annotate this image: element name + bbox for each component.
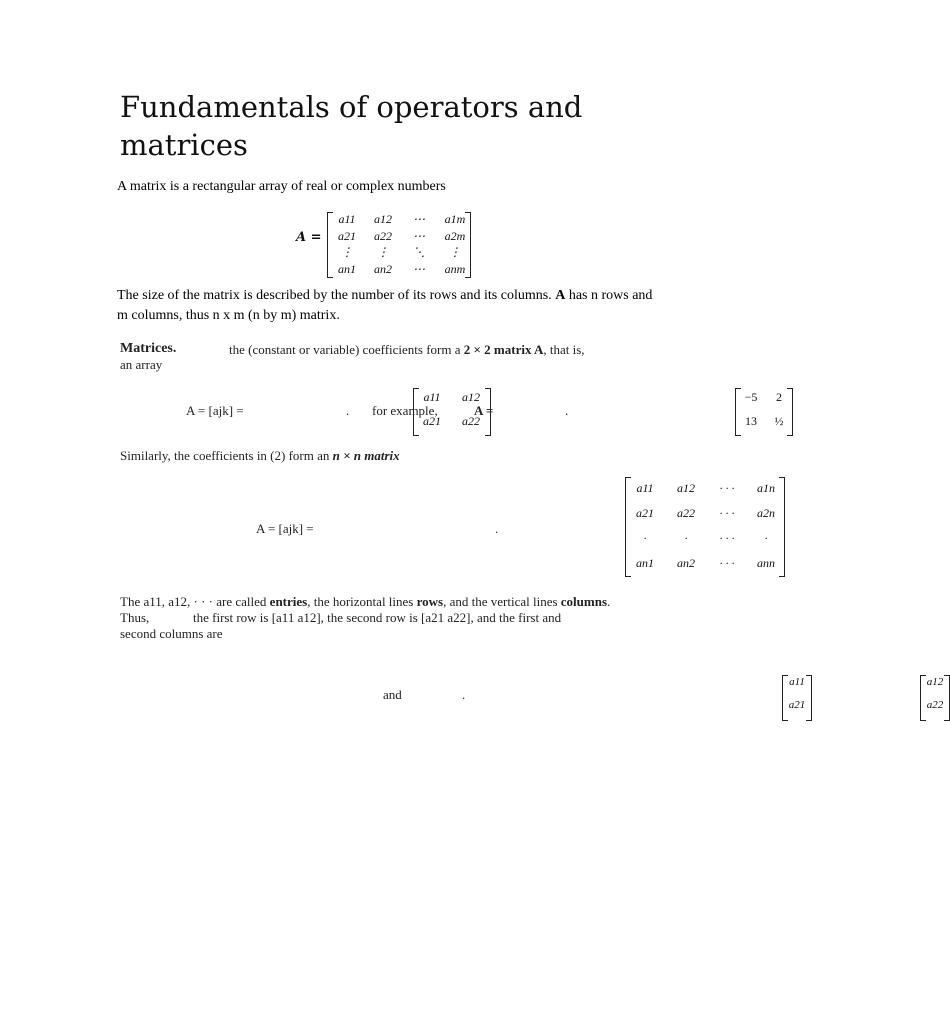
entries-1: The a11, a12, · · · are called <box>120 594 270 609</box>
matrix-cell: a12 <box>677 481 695 495</box>
size-text-1: The size of the matrix is described by the number of its rows and its columns. <box>117 288 556 303</box>
left-bracket <box>782 675 788 721</box>
left-bracket <box>920 675 926 721</box>
matrix-cell: an1 <box>338 261 356 276</box>
matrix-cell: a21 <box>788 699 806 711</box>
and-text: and <box>383 687 402 702</box>
matrix-cell: ⋮ <box>341 245 353 259</box>
matrix-cell: ann <box>757 556 775 570</box>
period: . <box>346 403 350 418</box>
line1-b: 2 × 2 matrix A <box>463 342 544 357</box>
matrix-cell: a2m <box>444 228 466 243</box>
right-bracket <box>779 477 785 577</box>
matrix-cell: · <box>643 531 647 545</box>
matrix-cell: a12 <box>462 390 480 404</box>
example-matrix-label: A = <box>474 403 494 418</box>
matrix-cell: a22 <box>677 506 695 520</box>
period: . <box>565 403 569 418</box>
entries-3: , and the vertical lines <box>443 594 561 609</box>
matrix-cell: · · · <box>719 506 735 520</box>
matrix-cell: an1 <box>636 556 654 570</box>
matrix-cell: a22 <box>462 414 480 428</box>
example-matrix <box>735 388 793 436</box>
period: . <box>462 687 466 702</box>
period: . <box>495 521 499 536</box>
matrix-cell: · · · <box>719 556 735 570</box>
nxn-matrix <box>625 477 785 577</box>
matrix-cell: ⋮ <box>449 245 461 259</box>
entries-paragraph <box>120 593 640 610</box>
left-bracket <box>625 477 631 577</box>
matrix-cell: a11 <box>636 481 654 495</box>
column-vector-1 <box>782 675 812 721</box>
entries-2: , the horizontal lines <box>307 594 417 609</box>
entries-4: . <box>607 594 611 609</box>
right-bracket <box>944 675 950 721</box>
excerpt-heading: Matrices. <box>120 341 177 356</box>
page-title: Fundamentals of operators and matrices <box>120 90 583 162</box>
line1-c: , that is, <box>543 342 585 357</box>
matrix-cell: ⋯ <box>413 261 425 276</box>
matrix-cell: a11 <box>423 390 441 404</box>
thus-text: Thus, <box>120 610 150 625</box>
matrix-cell: a12 <box>926 676 944 688</box>
entries-bold: entries <box>269 594 308 609</box>
left-bracket <box>327 212 333 278</box>
matrix-cell: · <box>684 531 688 545</box>
matrix-cell: a1n <box>757 481 775 495</box>
left-bracket <box>735 388 741 436</box>
matrix-cell: 13 <box>745 414 757 428</box>
for-example-text: for example, <box>372 403 438 418</box>
matrix-cell: 2 <box>776 390 782 404</box>
excerpt-line2: an array <box>120 357 163 372</box>
matrix-cell: · · · <box>719 481 735 495</box>
matrix-cell: · <box>764 531 768 545</box>
right-bracket <box>787 388 793 436</box>
matrix-cell: a21 <box>636 506 654 520</box>
right-bracket <box>806 675 812 721</box>
matrix-cell: a12 <box>374 212 392 226</box>
matrix-cell: a21 <box>423 414 441 428</box>
excerpt-line1 <box>229 341 585 358</box>
matrix-cell: a22 <box>374 228 392 243</box>
matrix-cell: ⋮ <box>377 245 389 259</box>
size-paragraph <box>117 286 657 326</box>
intro-text: A matrix is a rectangular array of real or complex numbers <box>117 179 446 194</box>
matrix1-label: A = <box>296 230 322 245</box>
first-row-text: the first row is [a11 a12], the second row is [a21 a22], and the first and <box>193 610 562 625</box>
matrix-cell: a11 <box>789 676 805 688</box>
similarly-b: n × n matrix <box>332 448 400 463</box>
right-bracket <box>465 212 471 278</box>
nn-matrix-label: A = [ajk] = <box>256 521 314 536</box>
line1-a: the (constant or variable) coefficients form a <box>229 342 464 357</box>
rows-bold: rows <box>416 594 444 609</box>
matrix-cell: a21 <box>338 228 356 243</box>
matrix-cell: ½ <box>774 414 784 428</box>
matrix-cell: a2n <box>757 506 775 520</box>
matrix-cell: a1m <box>444 212 466 226</box>
general-matrix-label: A = [ajk] = <box>186 403 244 418</box>
matrix-cell: · · · <box>719 531 735 545</box>
matrix-cell: ⋯ <box>413 228 425 243</box>
matrix-cell: a22 <box>926 699 944 711</box>
matrix-cell: −5 <box>744 390 758 404</box>
similarly-a: Similarly, the coefficients in (2) form an <box>120 448 333 463</box>
matrix-cell: ⋯ <box>413 212 425 226</box>
matrix-cell: an2 <box>677 556 695 570</box>
matrix-cell: anm <box>444 261 466 276</box>
similarly-text <box>120 447 400 464</box>
matrix-cell: ⋱ <box>413 245 425 259</box>
column-vector-2 <box>920 675 950 721</box>
size-text-2: has n rows and m columns, thus n x m (n by m) matrix. <box>117 288 653 323</box>
size-text-bold: A <box>555 288 566 303</box>
matrix-cell: an2 <box>374 261 392 276</box>
matrix-cell: a11 <box>338 212 356 226</box>
columns-bold: columns <box>560 594 608 609</box>
second-columns-text: second columns are <box>120 626 223 641</box>
matrix1 <box>327 212 471 278</box>
